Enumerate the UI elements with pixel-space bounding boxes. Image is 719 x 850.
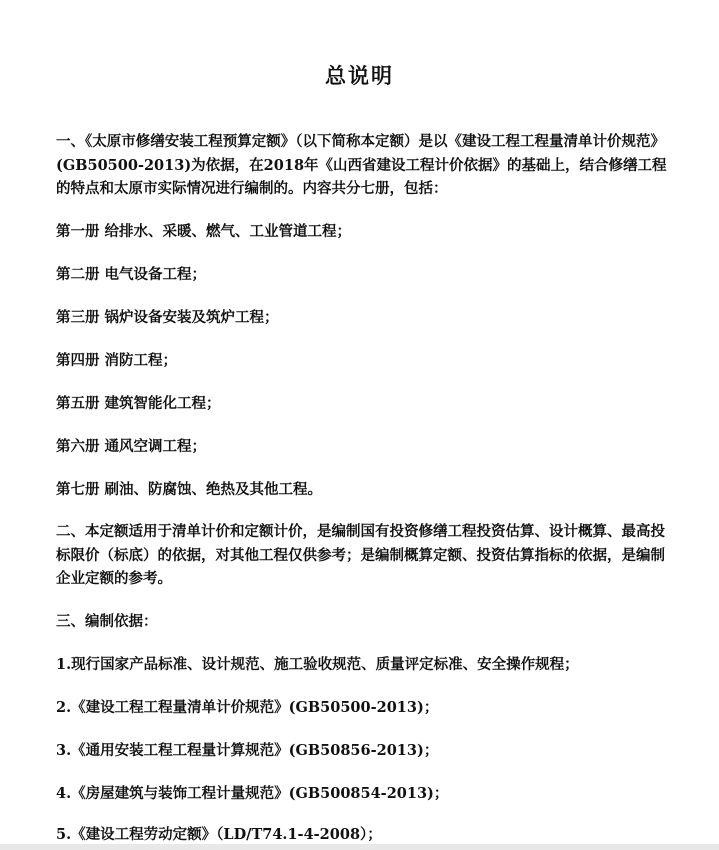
volume-item-7: 第七册 刷油、防腐蚀、绝热及其他工程。 [56, 481, 323, 498]
paragraph-scope: 一、《太原市修缮安装工程预算定额》（以下简称本定额）是以《建设工程工程量清单计价规范》(GB50500-2013)为依据，在2018年《山西省建设工程计价依据》的基础上，结合修缮工程的特点和太原市实际情况进行编制的。内容共分七册，包括： [56, 133, 667, 197]
basis-item-2: 2.《建设工程工程量清单计价规范》(GB50500-2013)； [56, 699, 439, 716]
section-heading-basis: 三、编制依据： [56, 613, 158, 630]
basis-item-1: 1.现行国家产品标准、设计规范、施工验收规范、质量评定标准、安全操作规程； [56, 656, 579, 673]
volume-item-6: 第六册 通风空调工程； [56, 438, 207, 455]
basis-item-3: 3.《通用安装工程工程量计算规范》(GB50856-2013)； [56, 742, 439, 759]
basis-item-4: 4.《房屋建筑与装饰工程计量规范》(GB500854-2013)； [56, 785, 449, 802]
volume-item-1: 第一册 给排水、采暖、燃气、工业管道工程； [56, 223, 352, 240]
paragraph-applicability: 二、本定额适用于清单计价和定额计价，是编制国有投资修缮工程投资估算、设计概算、最高投标限价（标底）的依据，对其他工程仅供参考；是编制概算定额、投资估算指标的依据，是编制企业定额的参考。 [56, 523, 665, 587]
page-title: 总说明 [325, 64, 394, 88]
page-bottom-divider [0, 844, 719, 850]
volume-item-2: 第二册 电气设备工程； [56, 266, 207, 283]
basis-item-5: 5.《建设工程劳动定额》（LD/T74.1-4-2008）； [56, 826, 382, 843]
volume-item-4: 第四册 消防工程； [56, 352, 178, 369]
volume-item-3: 第三册 锅炉设备安装及筑炉工程； [56, 309, 279, 326]
volume-item-5: 第五册 建筑智能化工程； [56, 395, 221, 412]
